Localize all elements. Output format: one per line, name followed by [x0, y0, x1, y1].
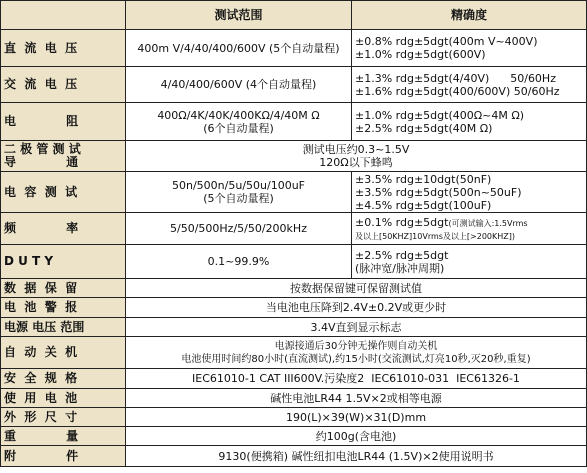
row-label: 频 率	[1, 213, 126, 245]
row-label: 重 量	[1, 427, 126, 446]
row-label: 二 极 管 测 试 导 通	[1, 141, 126, 172]
row-accuracy	[352, 213, 587, 245]
row-label: 安 全 规 格	[1, 369, 126, 389]
accuracy-note: (可测试输入:1.5Vrms	[448, 218, 528, 228]
row-duty	[1, 245, 587, 279]
row-supply-range	[1, 318, 587, 337]
row-resistance	[1, 103, 587, 141]
row-label: 外 形 尺 寸	[1, 408, 126, 427]
row-battery	[1, 389, 587, 408]
row-label: 电 池 警 报	[1, 298, 126, 318]
row-value: 9130(便携箱) 碱性纽扣电池LR44 (1.5V)×2使用说明书	[126, 446, 587, 467]
header-blank	[1, 1, 126, 30]
row-accuracy: ±1.3% rdg±5dgt(4/40V) 50/60Hz ±1.6% rdg±5dgt(400/600V) 50/60Hz	[352, 67, 587, 103]
row-label: 交 流 电 压	[1, 67, 126, 103]
row-battery-alarm	[1, 298, 587, 318]
row-label: 自 动 关 机	[1, 337, 126, 369]
row-range: 0.1~99.9%	[126, 245, 352, 279]
row-range: 50n/500n/5u/50u/100uF (5个自动量程)	[126, 172, 352, 213]
accuracy-main: ±0.1% rdg±5dgt	[355, 215, 449, 229]
row-range: 400Ω/4K/40K/400KΩ/4/40M Ω (6个自动量程)	[126, 103, 352, 141]
row-range: 4/40/400/600V (4个自动量程)	[126, 67, 352, 103]
row-weight	[1, 427, 587, 446]
row-accuracy: ±2.5% rdg±5dgt (脉冲宽/脉冲周期)	[352, 245, 587, 279]
row-value: 电源接通后30分钟无操作则自动关机 电池使用时间约80小时(直流测试),约15小时(交流测试,灯亮10秒,灭20秒,重复)	[126, 337, 587, 369]
row-label: 电源 电压 范围	[1, 318, 126, 337]
header-accuracy: 精确度	[352, 1, 587, 30]
row-data-hold	[1, 279, 587, 298]
row-label: 电 容 测 试	[1, 172, 126, 213]
row-accuracy: ±0.8% rdg±5dgt(400m V~400V) ±1.0% rdg±5dgt(600V)	[352, 30, 587, 67]
row-value: 约100g(含电池)	[126, 427, 587, 446]
row-value: 碱性电池LR44 1.5V×2或相等电源	[126, 389, 587, 408]
row-label: 数 据 保 留	[1, 279, 126, 298]
row-value: 按数据保留键可保留测试值	[126, 279, 587, 298]
header-range: 测试范围	[126, 1, 352, 30]
row-label: 电 阻	[1, 103, 126, 141]
table-header-row	[1, 1, 587, 30]
row-value: 测试电压约0.3~1.5V 120Ω以下蜂鸣	[126, 141, 587, 172]
row-accuracy: ±1.0% rdg±5dgt(400Ω~4M Ω) ±2.5% rdg±5dgt(40M Ω)	[352, 103, 587, 141]
row-accessories	[1, 446, 587, 467]
row-range: 400m V/4/40/400/600V (5个自动量程)	[126, 30, 352, 67]
row-safety	[1, 369, 587, 389]
row-value: 3.4V直到显示标志	[126, 318, 587, 337]
row-accuracy: ±3.5% rdg±10dgt(50nF) ±3.5% rdg±5dgt(500n~50uF) ±4.5% rdg±5dgt(100uF)	[352, 172, 587, 213]
row-auto-off	[1, 337, 587, 369]
row-ac-voltage	[1, 67, 587, 103]
row-dimensions	[1, 408, 587, 427]
row-value: 190(L)×39(W)×31(D)mm	[126, 408, 587, 427]
row-range: 5/50/500Hz/5/50/200kHz	[126, 213, 352, 245]
accuracy-note: 及以上[50KHZ]10Vrms及以上[>200KHZ])	[355, 231, 516, 241]
row-capacitance	[1, 172, 587, 213]
row-diode-continuity	[1, 141, 587, 172]
row-label: 使 用 电 池	[1, 389, 126, 408]
row-value: 当电池电压降到2.4V±0.2V或更少时	[126, 298, 587, 318]
row-dc-voltage	[1, 30, 587, 67]
row-frequency	[1, 213, 587, 245]
row-label: 附 件	[1, 446, 126, 467]
row-label: 直 流 电 压	[1, 30, 126, 67]
row-value: IEC61010-1 CAT III600V.污染度2 IEC61010-031 IEC61326-1	[126, 369, 587, 389]
row-label: D U T Y	[1, 245, 126, 279]
